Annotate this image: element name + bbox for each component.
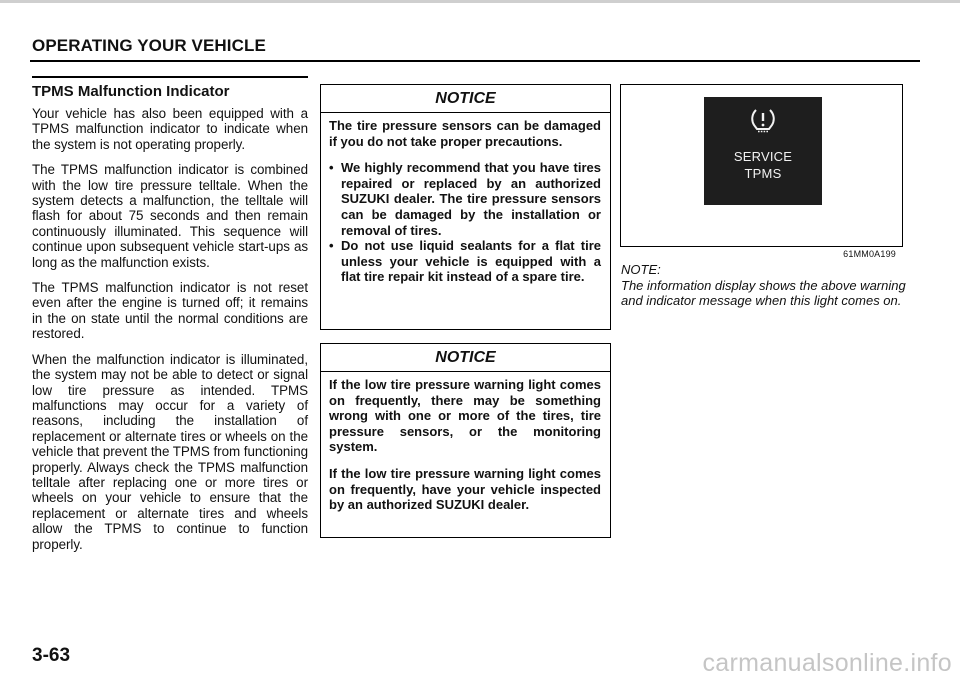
note-block: [621, 262, 911, 309]
notice-body: [321, 372, 610, 513]
page-number: 3-63: [32, 645, 71, 666]
notice-paragraph: If the low tire pressure warning light comes on frequently, there may be something wrong with one or more of the tires, tire pressure sensors, or the monitoring system.: [329, 377, 601, 455]
note-label: NOTE:: [621, 262, 661, 277]
notice-bullet-text: We highly recommend that you have tires repaired or replaced by an authorized SUZUKI dealer. The tire pressure sensors can be damaged by the installation or removal of tires.: [341, 160, 601, 238]
section-column: [32, 76, 308, 562]
header-rule: [30, 60, 920, 62]
information-display: [704, 97, 822, 205]
display-text-service: SERVICE: [733, 149, 793, 164]
notice-bullet-text: Do not use liquid sealants for a flat tire unless your vehicle is equipped with a flat tire repair kit instead of a spare tire.: [341, 238, 601, 285]
notice-box-sensors: [320, 84, 611, 330]
tpms-warning-icon: [748, 105, 778, 135]
notice-bullet-list: [329, 160, 601, 285]
section-paragraph: The TPMS malfunction indicator is combined with the low tire pressure telltale. When the system detects a malfunction, the telltale will flash for about 75 seconds and then remain continuously illuminated. This sequence will continue upon subsequent vehicle start-ups as long as the malfunction exists.: [32, 162, 308, 270]
top-edge-strip: [0, 0, 960, 3]
notice-heading: NOTICE: [321, 85, 610, 113]
notice-bullet-item: [329, 238, 601, 285]
notice-paragraph: If the low tire pressure warning light comes on frequently, have your vehicle inspected by an authorized SUZUKI dealer.: [329, 465, 601, 513]
note-text: The information display shows the above warning and indicator message when this light comes on.: [621, 277, 906, 309]
figure-frame: [620, 84, 903, 259]
figure-code: 61MM0A199: [843, 249, 896, 259]
watermark: carmanualsonline.info: [702, 649, 952, 677]
bullet-icon: •: [329, 160, 334, 176]
notice-intro: The tire pressure sensors can be damaged if you do not take proper precautions.: [329, 118, 601, 149]
section-paragraph: Your vehicle has also been equipped with a TPMS malfunction indicator to indicate when the system is not operating properly.: [32, 106, 308, 152]
bullet-icon: •: [329, 238, 334, 254]
section-paragraph: The TPMS malfunction indicator is not reset even after the engine is turned off; it remains in the on state until the normal conditions are restored.: [32, 280, 308, 342]
section-paragraph: When the malfunction indicator is illuminated, the system may not be able to detect or signal low tire pressure as intended. TPMS malfunctions may occur for a variety of reasons, including the installation of replacement or alternate tires or wheels on the vehicle that prevent the TPMS from functioning properly. Always check the TPMS malfunction telltale after replacing one or more tires or wheels on your vehicle to ensure that the replacement or alternate tires and wheels allow the TPMS to continue to function properly.: [32, 351, 308, 552]
notice-body: [321, 113, 610, 285]
notice-heading: NOTICE: [321, 344, 610, 372]
notice-bullet-item: [329, 160, 601, 238]
section-title: TPMS Malfunction Indicator: [32, 83, 230, 100]
display-text-tpms: TPMS: [744, 166, 782, 181]
notice-box-warning-light: [320, 343, 611, 538]
page-header-title: OPERATING YOUR VEHICLE: [32, 36, 266, 55]
section-rule: [32, 76, 308, 78]
